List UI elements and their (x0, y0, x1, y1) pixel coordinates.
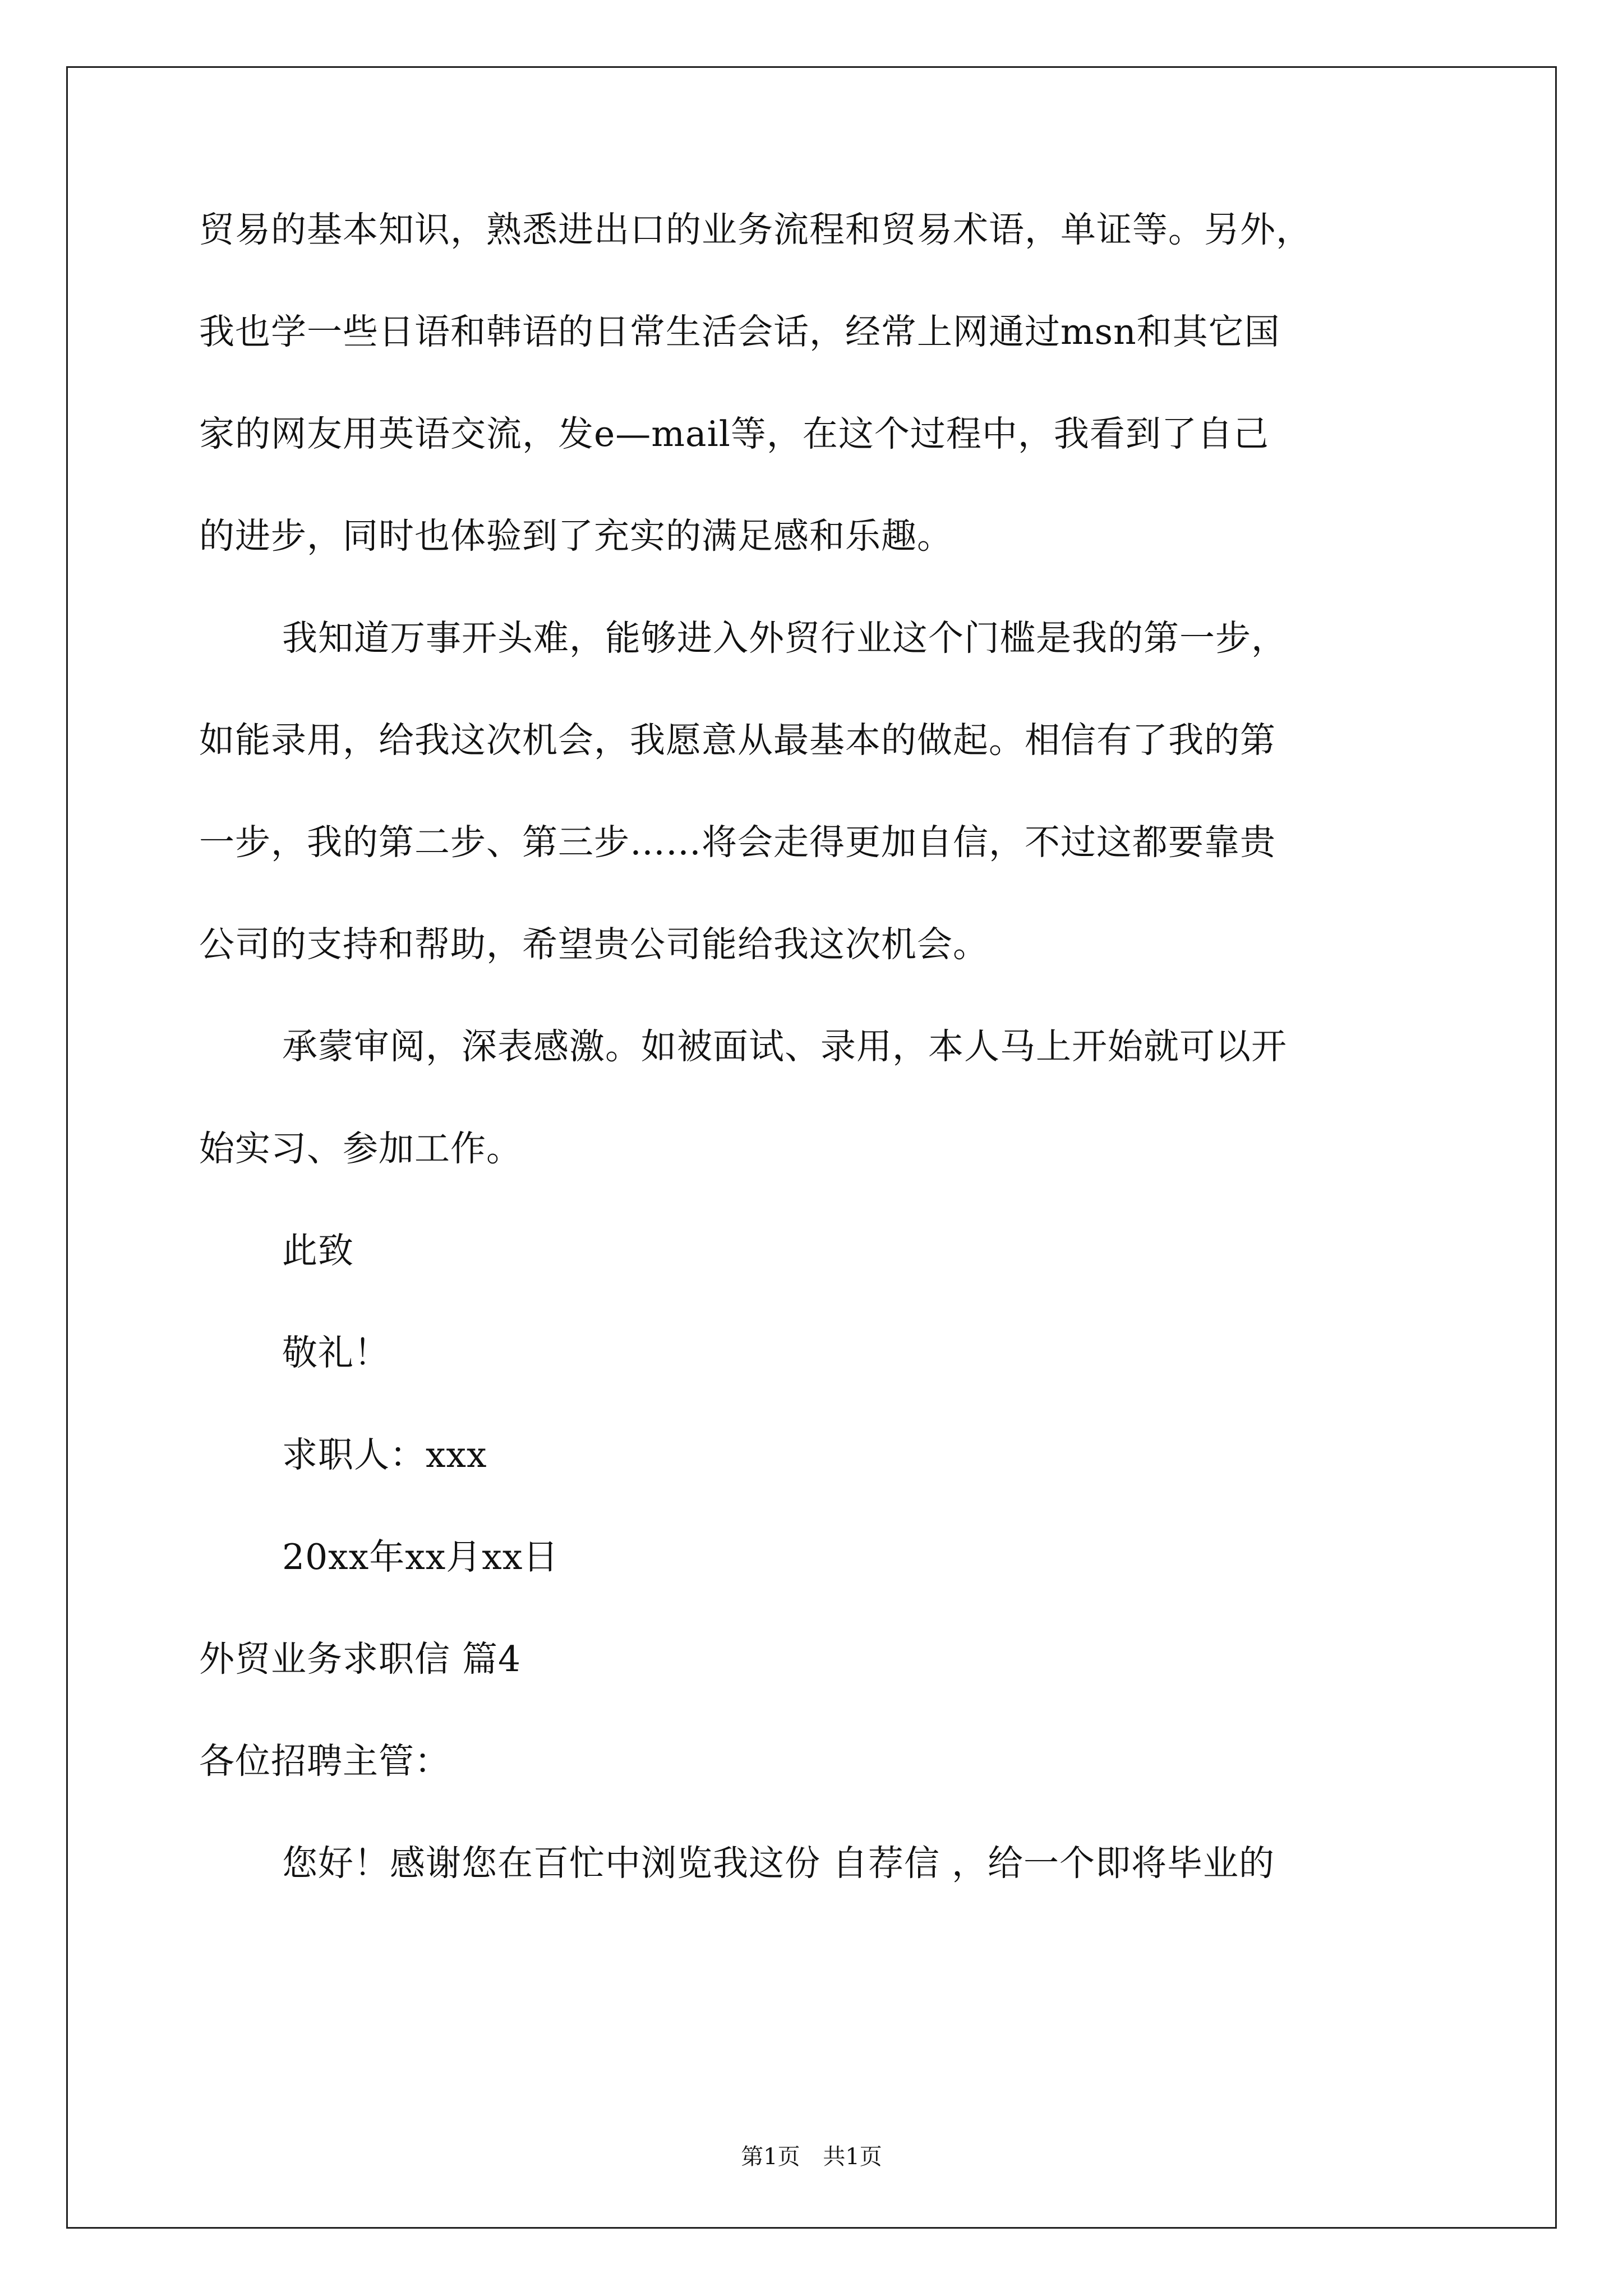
applicant-signature: 求职人：xxx (282, 1434, 487, 1475)
page-number: 第1页 (741, 2144, 800, 2170)
text-line: 我也学一些日语和韩语的日常生活会话，经常上网通过msn和其它国 (199, 311, 1280, 352)
closing-regards: 敬礼！ (282, 1332, 390, 1373)
text-line: 我知道万事开头难，能够进入外贸行业这个门槛是我的第一步， (282, 618, 1287, 659)
page-total: 共1页 (823, 2144, 882, 2170)
text-line: 您好！感谢您在百忙中浏览我这份 自荐信 ，给一个即将毕业的 (282, 1843, 1275, 1884)
text-line: 家的网友用英语交流，发e—mail等，在这个过程中，我看到了自己 (199, 413, 1269, 454)
text-line: 贸易的基本知识，熟悉进出口的业务流程和贸易术语，单证等。另外， (199, 209, 1312, 250)
text-line: 承蒙审阅，深表感激。如被面试、录用，本人马上开始就可以开 (282, 1026, 1287, 1067)
page-footer (0, 2143, 1623, 2171)
section-heading: 外贸业务求职信 篇4 (199, 1639, 522, 1680)
text-line: 的进步，同时也体验到了充实的满足感和乐趣。 (199, 516, 953, 556)
text-line: 一步，我的第二步、第三步……将会走得更加自信，不过这都要靠贵 (199, 822, 1276, 863)
greeting: 各位招聘主管： (199, 1741, 450, 1782)
text-line: 公司的支持和帮助，希望贵公司能给我这次机会。 (199, 924, 989, 965)
closing-salutation: 此致 (282, 1230, 354, 1271)
letter-date: 20xx年xx月xx日 (282, 1536, 559, 1577)
text-line: 始实习、参加工作。 (199, 1128, 522, 1169)
text-line: 如能录用，给我这次机会，我愿意从最基本的做起。相信有了我的第 (199, 720, 1276, 761)
